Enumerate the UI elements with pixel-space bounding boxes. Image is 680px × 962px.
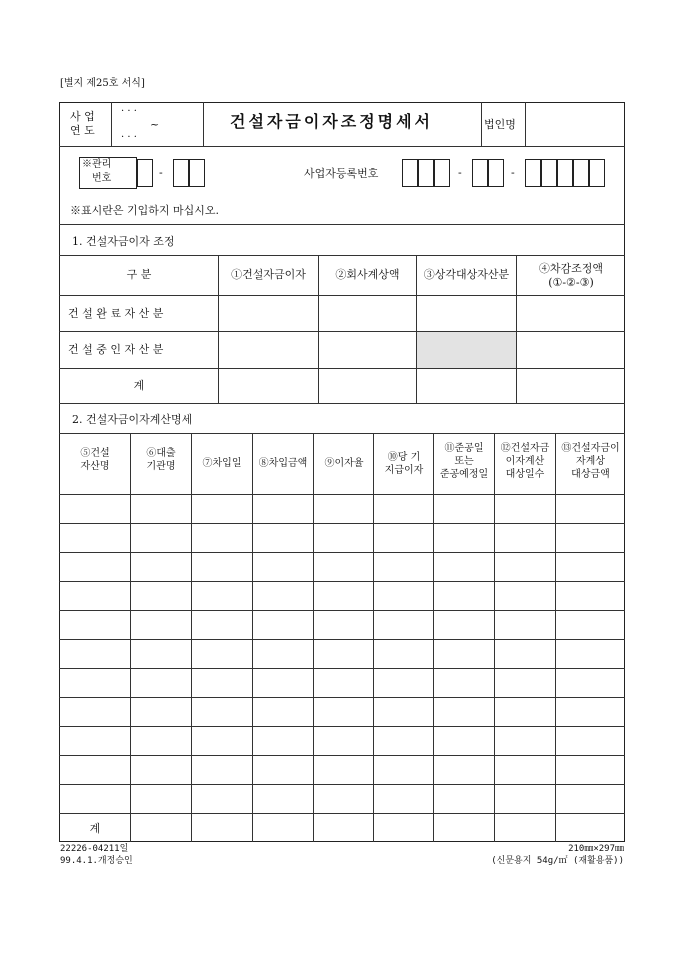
grid-row-line bbox=[59, 813, 625, 814]
col-adjustment-formula: (①-②-③) bbox=[548, 276, 594, 289]
col-adjustment-header: ④차감조정액 bbox=[538, 262, 604, 275]
grid-column-line bbox=[252, 433, 253, 842]
col-current-interest-header-2: 지급이자 bbox=[384, 465, 424, 476]
col-days-header-3: 대상일수 bbox=[505, 469, 545, 480]
col-target-amount-header-2: 자계상 bbox=[576, 456, 605, 467]
grid-column-line bbox=[130, 433, 131, 842]
col-construction-interest-header: ①건설자금이자 bbox=[231, 268, 306, 281]
row-total: 계 bbox=[133, 379, 145, 392]
col-interest-rate-header: ⑨이자율 bbox=[324, 458, 364, 469]
paper-spec: (신문용지 54g/㎡ (재활용품)) bbox=[491, 856, 624, 866]
col-asset-name-header: ⑤건설 bbox=[80, 448, 110, 459]
divider bbox=[59, 255, 625, 256]
business-year-label: 사 업 bbox=[70, 110, 95, 123]
col-lender-header-2: 기관명 bbox=[146, 461, 176, 472]
col-target-amount-header: ⑬건설자금이 bbox=[561, 443, 620, 454]
col-asset-name-header-2: 자산명 bbox=[80, 461, 110, 472]
grid-row-line bbox=[59, 610, 625, 611]
col-current-interest-header: ⑩당 기 bbox=[387, 452, 421, 463]
biz-reg-digit-box[interactable] bbox=[472, 159, 488, 187]
col-days-header-2: 이자계산 bbox=[505, 456, 545, 467]
mgmt-number-label: ※관리 bbox=[82, 159, 112, 170]
biz-reg-digit-box[interactable] bbox=[418, 159, 434, 187]
grid-row-line bbox=[59, 552, 625, 553]
row-in-progress-assets: 건 설 중 인 자 산 분 bbox=[68, 343, 164, 356]
shaded-cell bbox=[417, 332, 516, 368]
biz-reg-digit-box[interactable] bbox=[434, 159, 450, 187]
grid-row-line bbox=[59, 639, 625, 640]
biz-reg-digit-box[interactable] bbox=[541, 159, 557, 187]
approval-date: 99.4.1.개정승인 bbox=[60, 856, 133, 866]
biz-reg-digit-box[interactable] bbox=[557, 159, 573, 187]
business-year-label-2: 연 도 bbox=[70, 124, 95, 137]
section1-title: 1. 건설자금이자 조정 bbox=[72, 235, 175, 248]
col-borrow-date-header: ⑦차입일 bbox=[202, 458, 242, 469]
col-lender-header: ⑥대출 bbox=[146, 448, 176, 459]
biz-reg-digit-box[interactable] bbox=[573, 159, 589, 187]
grid-column-line bbox=[373, 433, 374, 842]
col-depreciation-asset-header: ③상각대상자산분 bbox=[423, 268, 510, 281]
col-borrow-amount-header: ⑧차입금액 bbox=[258, 458, 308, 469]
col-company-booked-header: ②회사계상액 bbox=[335, 268, 400, 281]
divider bbox=[111, 102, 112, 146]
divider bbox=[59, 494, 625, 495]
dash-separator: - bbox=[458, 166, 462, 179]
biz-reg-digit-box[interactable] bbox=[589, 159, 605, 187]
grid-row-line bbox=[59, 755, 625, 756]
biz-reg-digit-box[interactable] bbox=[488, 159, 504, 187]
grid-row-line bbox=[59, 784, 625, 785]
dash-separator: - bbox=[511, 166, 515, 179]
section2-title: 2. 건설자금이자계산명세 bbox=[72, 413, 193, 426]
business-year-end-field[interactable]: · · · bbox=[121, 132, 137, 143]
mgmt-number-label-2: 번호 bbox=[92, 173, 112, 184]
detail-total-label: 계 bbox=[89, 822, 101, 835]
grid-column-line bbox=[494, 433, 495, 842]
divider bbox=[59, 403, 625, 404]
grid-row-line bbox=[59, 523, 625, 524]
mgmt-number-digit-box[interactable] bbox=[189, 159, 205, 187]
biz-reg-digit-box[interactable] bbox=[525, 159, 541, 187]
divider bbox=[59, 146, 625, 147]
grid-column-line bbox=[555, 433, 556, 842]
corp-name-label: 법인명 bbox=[484, 118, 516, 131]
mgmt-number-digit-box[interactable] bbox=[173, 159, 189, 187]
grid-row-line bbox=[59, 668, 625, 669]
form-code: 22226-04211일 bbox=[60, 844, 129, 854]
col-target-amount-header-3: 대상금액 bbox=[571, 469, 610, 480]
biz-reg-digit-box[interactable] bbox=[402, 159, 418, 187]
col-completion-date-header-3: 준공예정일 bbox=[439, 469, 489, 480]
divider bbox=[59, 224, 625, 225]
grid-column-line bbox=[191, 433, 192, 842]
grid-column-line bbox=[433, 433, 434, 842]
dash-separator: - bbox=[159, 166, 163, 179]
divider bbox=[481, 102, 482, 146]
paper-size: 210㎜×297㎜ bbox=[568, 844, 624, 854]
corp-name-field[interactable] bbox=[526, 103, 624, 145]
grid-row-line bbox=[59, 726, 625, 727]
divider bbox=[59, 295, 625, 296]
mgmt-number-digit-box[interactable] bbox=[137, 159, 153, 187]
year-range-tilde: ~ bbox=[150, 118, 160, 131]
grid-row-line bbox=[59, 581, 625, 582]
col-days-header: ⑫건설자금 bbox=[500, 443, 550, 454]
col-category-header: 구 분 bbox=[126, 268, 152, 281]
grid-column-line bbox=[313, 433, 314, 842]
col-completion-date-header-2: 또는 bbox=[454, 456, 474, 467]
form-number-label: [별지 제25호 서식] bbox=[60, 78, 145, 89]
col-completion-date-header: ⑪준공일 bbox=[444, 443, 484, 454]
row-completed-assets: 건 설 완 료 자 산 분 bbox=[68, 307, 164, 320]
notice-text: ※표시란은 기입하지 마십시오. bbox=[70, 204, 220, 217]
business-year-start-field[interactable]: · · · bbox=[121, 106, 137, 117]
divider bbox=[203, 102, 204, 146]
biz-reg-number-label: 사업자등록번호 bbox=[304, 167, 379, 180]
divider bbox=[59, 433, 625, 434]
divider bbox=[59, 368, 625, 369]
grid-row-line bbox=[59, 697, 625, 698]
divider bbox=[59, 331, 625, 332]
form-title: 건설자금이자조정명세서 bbox=[230, 112, 434, 131]
